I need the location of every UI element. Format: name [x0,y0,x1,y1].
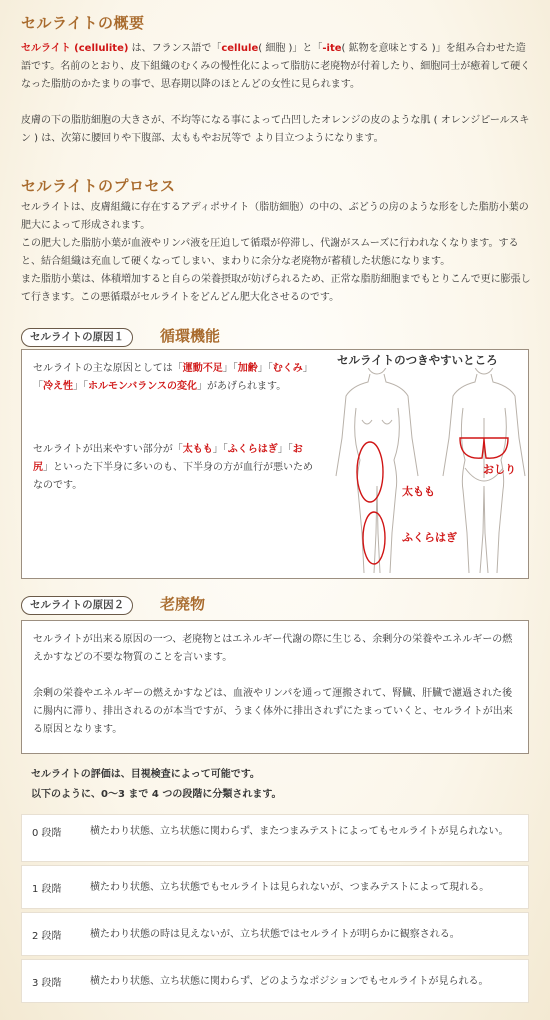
process-heading: セルライトのプロセス [21,177,176,195]
stage-row-1 [21,865,529,909]
calf-circle [363,512,385,564]
cause2-text-2: 余剰の栄養やエネルギーの燃えかすなどは、血液やリンパを通って運搬されて、腎臓、肝臓で濾過された後に腸内に滞り、排出されるのが本当ですが、うまく体外に排出されずにたまっていくと、セルライトが出来る原因となります。 [33,688,513,735]
cause2-box [21,620,529,754]
cause2-text-1: セルライトが出来る原因の一つ、老廃物とはエネルギー代謝の際に生じる、余剰分の栄養やエネルギーの燃えかすなどの不要な物質のことを言います。 [33,634,513,663]
cause1-text-2: セルライトが出来やすい部分が「太もも」「ふくらはぎ」「お尻」といった下半身に多いのも、下半身の方が血行が悪いためなのです。 [33,444,313,491]
stage-label: 0 段階 [32,828,62,839]
label-calf: ふくらはぎ [402,531,457,544]
overview-paragraph-2: 皮膚の下の脂肪細胞の大きさが、不均等になる事によって凸凹したオレンジの皮のような肌 ( オレンジピールスキン ) は、次第に腰回りや下腹部、太ももやお尻等で より目立つようになります。 [21,115,530,144]
evaluation-line-1: セルライトの評価は、目視検査によって可能です。 [31,769,260,780]
stage-label: 1 段階 [32,884,62,895]
cause1-text-1: セルライトの主な原因としては「運動不足」「加齢」「むくみ」「冷え性」「ホルモンバランスの変化」があげられます。 [33,363,313,392]
label-hip: おしり [483,463,516,476]
stage-desc: 横たわり状態の時は見えないが、立ち状態ではセルライトが明らかに観察される。 [90,929,460,940]
thigh-circle [357,442,383,502]
cause1-box [21,349,529,579]
stage-row-0 [21,814,529,862]
stage-desc: 横たわり状態、立ち状態に関わらず、どのようなポジションでもセルライトが見られる。 [90,976,489,987]
process-paragraph-1: セルライトは、皮膚組織に存在するアディポサイト（脂肪細胞）の中の、ぶどうの房のような形をした脂肪小葉の肥大によって形成されます。 [21,202,529,231]
process-paragraph-2: この肥大した脂肪小葉が血液やリンパ液を圧迫して循環が停滞し、代謝がスムーズに行われなくなります。すると、結合組織は充血して硬くなってしまい、まわりに余分な老廃物が蓄積した状態になります。 [21,238,519,267]
stage-table [21,814,529,1003]
overview-paragraph-1: セルライト (cellulite) は、フランス語で「cellule( 細胞 )」と「-ite( 鉱物を意味とする )」を組み合わせた造語です。名前のとおり、皮下組織のむくみの慢性化によって脂肪に老廃物が付着したり、細胞同士が癒着して硬くなった脂肪のかたまりの事で、思春期以降のほとんどの女性に見られます。 [21,43,531,90]
overview-heading: セルライトの概要 [21,14,145,32]
cause1-pill: セルライトの原因１ [21,328,133,347]
stage-desc: 横たわり状態、立ち状態に関わらず、またつまみテストによってもセルライトが見られない。 [90,826,509,837]
ite-term: -ite [322,43,342,54]
cellule-term: cellule [221,43,259,54]
cellulite-term: セルライト (cellulite) [21,43,129,54]
stage-row-3 [21,959,529,1003]
label-thigh: 太もも [402,485,435,498]
cause2-pill: セルライトの原因２ [21,596,133,615]
cause2-title: 老廃物 [160,595,206,613]
cause1-title: 循環機能 [160,327,221,345]
stage-label: 3 段階 [32,978,62,989]
evaluation-line-2: 以下のように、0〜3 まで 4 つの段階に分類されます。 [31,789,282,800]
stage-label: 2 段階 [32,931,62,942]
stage-row-2 [21,912,529,956]
process-paragraph-3: また脂肪小葉は、体積増加すると自らの栄養摂取が妨げられるため、正常な脂肪細胞までもとりこんで更に膨張して行きます。この悪循環がセルライトをどんどん肥大化させるのです。 [21,274,531,303]
figure-title: セルライトのつきやすいところ [337,353,498,367]
stage-desc: 横たわり状態、立ち状態でもセルライトは見られないが、つまみテストによって現れる。 [90,882,490,893]
